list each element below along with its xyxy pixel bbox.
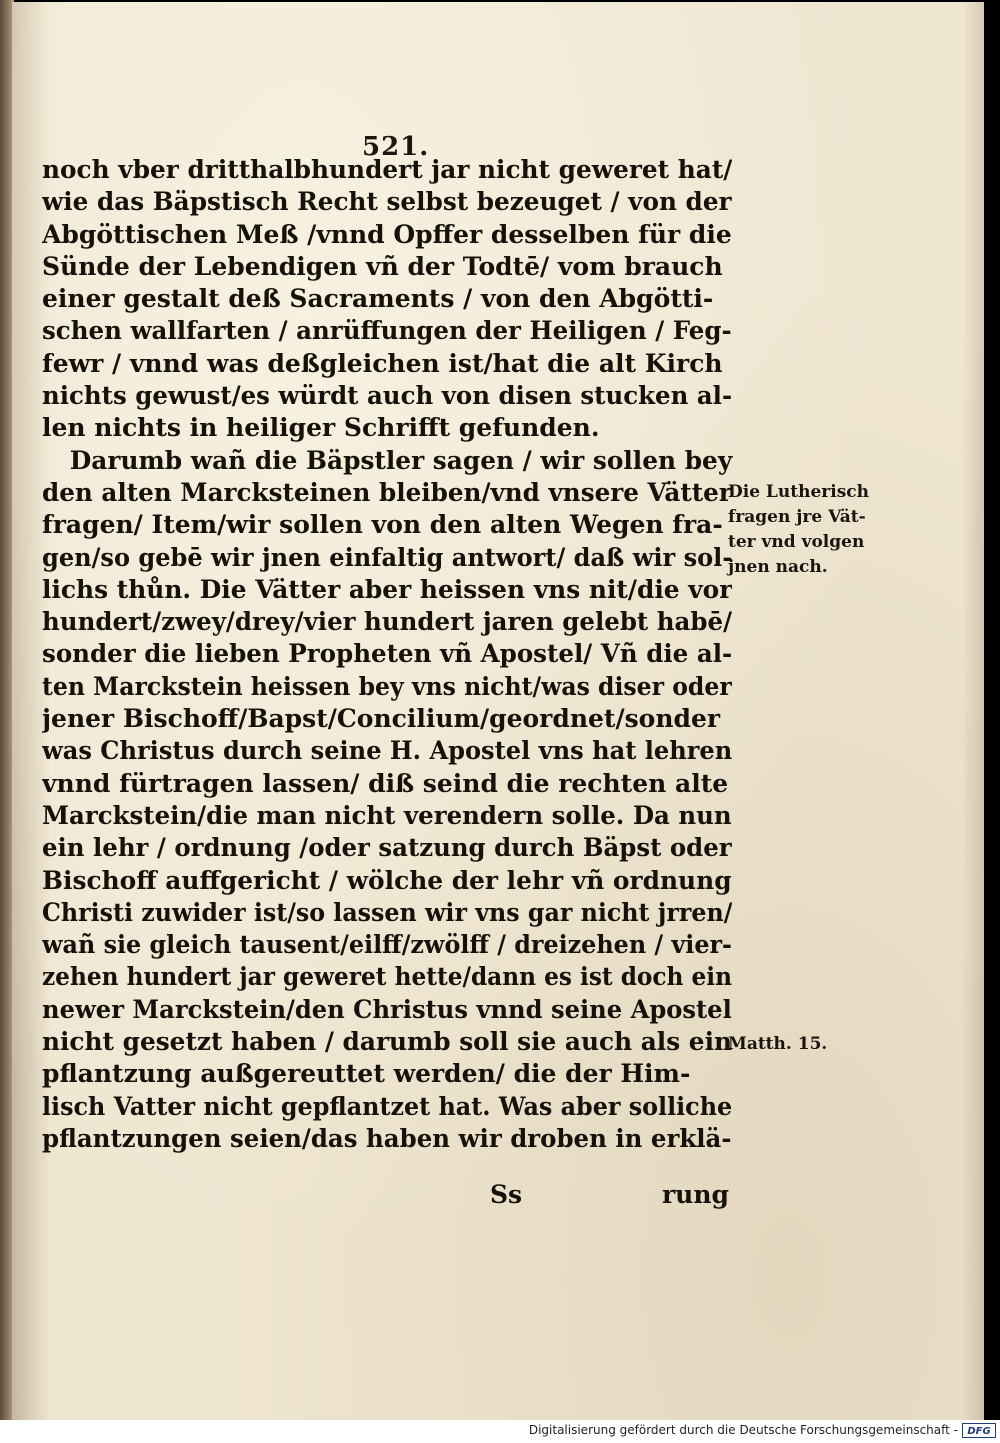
- catchword: rung: [662, 1180, 730, 1209]
- margin-note-line: Matth. 15.: [728, 1034, 828, 1054]
- text-line-2: wie das Bäpstisch Recht selbst bezeuget / von der: [42, 187, 732, 217]
- text-line-24: Christi zuwider ist/so lassen wir vns gar nicht jrren/: [42, 897, 732, 927]
- text-line-12: fragen/ Item/wir sollen von den alten Wegen fra-: [42, 510, 723, 540]
- text-line-26: zehen hundert jar geweret hette/dann es ist doch ein: [42, 962, 732, 992]
- text-line-21: Marckstein/die man nicht verendern solle. Da nun: [42, 800, 732, 830]
- digitization-footer: [0, 1420, 1000, 1443]
- text-line-20: vnnd fürtragen lassen/ diß seind die rechten alte: [42, 768, 729, 798]
- text-line-23: Bischoff auffgericht / wölche der lehr vñ ordnung: [42, 865, 732, 895]
- page-number: 521.: [362, 132, 430, 162]
- text-line-11: den alten Marckstеinen bleiben/vnd vnsere Vätter: [42, 477, 732, 507]
- body-text: [42, 154, 732, 1155]
- text-line-7: fewr / vnnd was deßgleichen ist/hat die alt Kirch: [42, 348, 723, 378]
- text-line-4: Sünde der Lebendigen vñ der Todtē/ vom brauch: [42, 251, 723, 281]
- text-line-29: pflantzung außgereuttet werden/ die der Him-: [42, 1059, 691, 1089]
- dfg-logo: DFG: [962, 1423, 996, 1438]
- text-line-31: pflantzungen seien/das haben wir droben in erklä-: [42, 1123, 732, 1153]
- text-line-15: hundert/zwey/drey/vier hundert jaren gelebt habē/: [42, 607, 732, 637]
- text-line-10: Darumb wañ die Bäpstler sagen / wir sollen bey: [69, 445, 733, 475]
- funding-credit: Digitalisierung gefördert durch die Deutsche Forschungsgemeinschaft -: [528, 1423, 958, 1437]
- text-line-30: lisch Vatter nicht gepflantzet hat. Was aber solliche: [42, 1091, 732, 1121]
- text-line-16: sonder die lieben Propheten vñ Apostel/ Vñ die al-: [42, 639, 732, 669]
- text-line-6: schen wallfarten / anrüffungen der Heiligen / Feg-: [42, 316, 732, 346]
- margin-note-line: jnen nach.: [728, 557, 828, 577]
- text-line-28: nicht gesetzt haben / darumb soll sie auch als ein: [42, 1027, 732, 1057]
- margin-note-line: ter vnd volgen: [728, 532, 865, 552]
- text-line-8: nichts gewust/es würdt auch von disen stucken al-: [42, 381, 732, 411]
- text-line-9: len nichts in heiliger Schrifft gefunden.: [42, 413, 600, 443]
- text-line-1: noch vber dritthalbhundert jar nicht geweret hat/: [42, 155, 733, 184]
- text-line-19: was Christus durch seine H. Apostel vns hat lehren: [42, 736, 733, 766]
- text-line-5: einer gestalt deß Sacraments / von den Abgötti-: [42, 284, 714, 314]
- text-line-25: wañ sie gleich tausent/eilff/zwölff / dreizehen / vier-: [42, 930, 732, 960]
- text-line-22: ein lehr / ordnung /oder satzung durch Bäpst oder: [42, 833, 732, 863]
- text-line-14: lichs thůn. Die Vätter aber heissen vns nit/die vor: [42, 574, 732, 604]
- text-line-17: ten Marckstein heissen bey vns nicht/was diser oder: [42, 671, 732, 701]
- text-line-18: jener Bischoff/Bapst/Concilium/geordnet/sonder: [42, 704, 721, 734]
- margin-note-matthew: [728, 1032, 827, 1057]
- margin-note-line: Die Lutherisch: [728, 482, 869, 502]
- signature-mark: Ss: [490, 1180, 523, 1209]
- text-line-13: gen/so gebē wir jnen einfaltig antwort/ daß wir sol-: [42, 542, 732, 572]
- text-line-27: newer Marckstein/den Christus vnnd seine Apostel: [42, 994, 732, 1024]
- page-catchwords: [42, 1180, 732, 1214]
- margin-note-line: fragen jre Vät-: [728, 507, 866, 527]
- margin-note-lutherisch: [728, 480, 869, 580]
- book-page: [12, 2, 984, 1420]
- text-line-3: Abgöttischen Meß /vnnd Opffer desselben für die: [42, 219, 732, 249]
- page-shadow: [962, 2, 984, 1420]
